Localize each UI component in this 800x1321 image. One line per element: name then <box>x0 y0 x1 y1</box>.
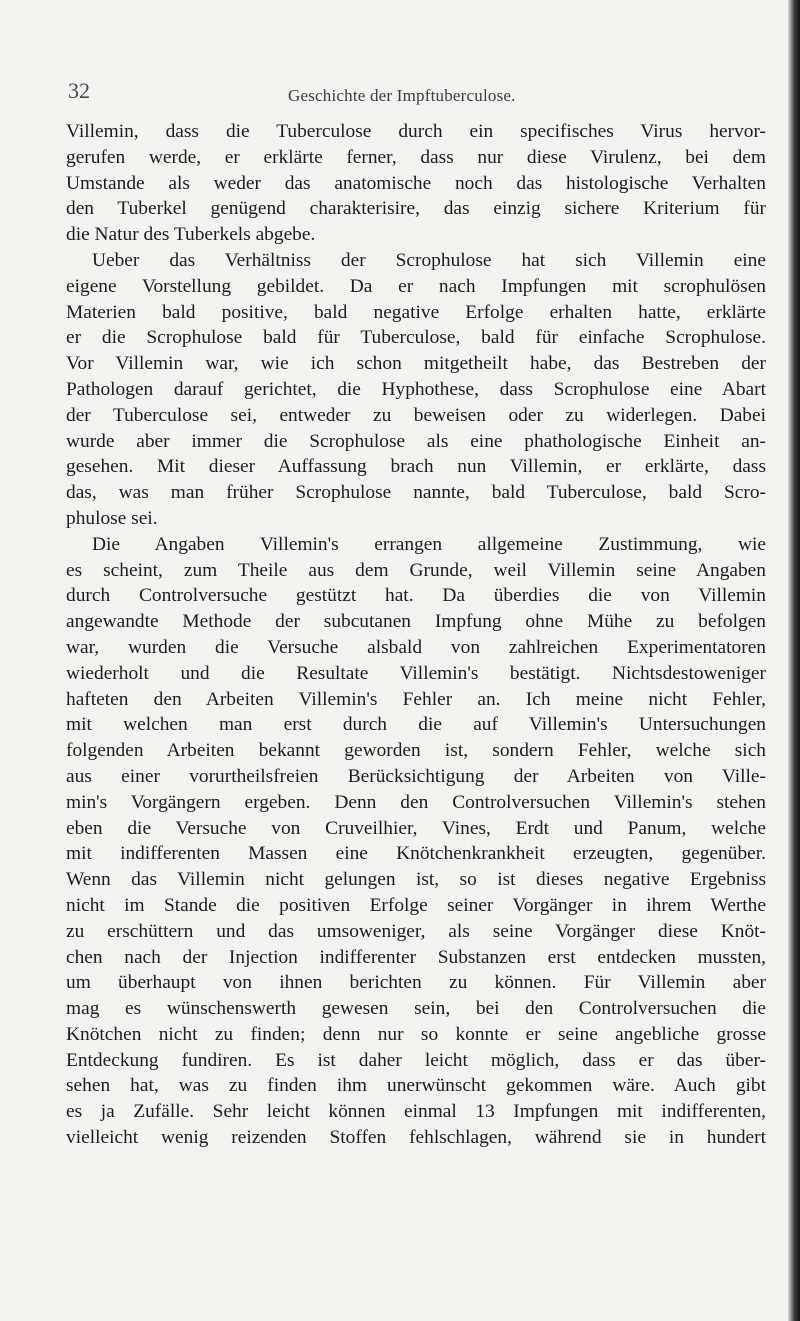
text-line: wiederholt und die Resultate Villemin's bestätigt. Nichtsdestoweniger <box>66 662 766 684</box>
body-text <box>66 119 766 1151</box>
text-line: Die Angaben Villemin's errangen allgemeine Zustimmung, wie <box>92 533 766 555</box>
text-line: um überhaupt von ihnen berichten zu können. Für Villemin aber <box>66 972 766 994</box>
text-line: den Tuberkel genügend charakterisire, das einzig sichere Kriterium für <box>66 198 766 220</box>
text-line: er die Scrophulose bald für Tuberculose, bald für einfache Scrophulose. <box>66 327 766 349</box>
text-line: es ja Zufälle. Sehr leicht können einmal 13 Impfungen mit indifferenten, <box>66 1101 766 1123</box>
text-line: Entdeckung fundiren. Es ist daher leicht möglich, dass er das über- <box>66 1049 766 1071</box>
text-line: min's Vorgängern ergeben. Denn den Controlversuchen Villemin's stehen <box>66 791 766 813</box>
text-line: phulose sei. <box>66 507 158 529</box>
text-line: Vor Villemin war, wie ich schon mitgetheilt habe, das Bestreben der <box>66 353 766 375</box>
text-line: Materien bald positive, bald negative Erfolge erhalten hatte, erklärte <box>66 301 766 323</box>
text-line: der Tuberculose sei, entweder zu beweisen oder zu widerlegen. Dabei <box>66 404 766 426</box>
running-title: Geschichte der Impftuberculose. <box>288 86 516 105</box>
text-line: das, was man früher Scrophulose nannte, bald Tuberculose, bald Scro- <box>66 482 766 504</box>
text-line: nicht im Stande die positiven Erfolge seiner Vorgänger in ihrem Werthe <box>66 894 766 916</box>
text-line: hafteten den Arbeiten Villemin's Fehler an. Ich meine nicht Fehler, <box>66 688 766 710</box>
text-line: angewandte Methode der subcutanen Impfung ohne Mühe zu befolgen <box>66 611 766 633</box>
text-line: Villemin, dass die Tuberculose durch ein specifisches Virus hervor- <box>66 121 766 142</box>
text-line: wurde aber immer die Scrophulose als eine phathologische Einheit an- <box>66 430 766 452</box>
page-edge-shadow <box>788 0 800 1321</box>
text-line: aus einer vorurtheilsfreien Berücksichtigung der Arbeiten von Ville- <box>66 765 766 787</box>
text-line: zu erschüttern und das umsoweniger, als seine Vorgänger diese Knöt- <box>66 920 766 942</box>
text-line: Knötchen nicht zu finden; denn nur so konnte er seine angebliche grosse <box>66 1023 766 1045</box>
text-line: mag es wünschenswerth gewesen sein, bei den Controlversuchen die <box>66 998 766 1020</box>
text-line: chen nach der Injection indifferenter Substanzen erst entdecken mussten, <box>66 946 766 968</box>
text-line: die Natur des Tuberkels abgebe. <box>66 224 316 246</box>
text-line: mit welchen man erst durch die auf Villemin's Untersuchungen <box>66 714 766 736</box>
text-line: Ueber das Verhältniss der Scrophulose hat sich Villemin eine <box>92 249 766 271</box>
text-line: Wenn das Villemin nicht gelungen ist, so ist dieses negative Ergebniss <box>66 869 766 891</box>
text-line: sehen hat, was zu finden ihm unerwünscht gekommen wäre. Auch gibt <box>66 1075 766 1097</box>
text-line: vielleicht wenig reizenden Stoffen fehlschlagen, während sie in hundert <box>66 1127 766 1149</box>
text-line: folgenden Arbeiten bekannt geworden ist, sondern Fehler, welche sich <box>66 740 766 762</box>
text-line: Umstande als weder das anatomische noch das histologische Verhalten <box>66 172 766 194</box>
text-line: eben die Versuche von Cruveilhier, Vines, Erdt und Panum, welche <box>66 817 766 839</box>
text-line: durch Controlversuche gestützt hat. Da überdies die von Villemin <box>66 585 766 607</box>
text-line: gerufen werde, er erklärte ferner, dass nur diese Virulenz, bei dem <box>66 146 766 168</box>
text-line: gesehen. Mit dieser Auffassung brach nun Villemin, er erklärte, dass <box>66 456 766 478</box>
text-line: eigene Vorstellung gebildet. Da er nach Impfungen mit scrophulösen <box>66 275 766 297</box>
page-number: 32 <box>68 78 90 103</box>
text-line: es scheint, zum Theile aus dem Grunde, weil Villemin seine Angaben <box>66 559 766 581</box>
text-line: mit indifferenten Massen eine Knötchenkrankheit erzeugten, gegenüber. <box>66 843 766 865</box>
text-line: war, wurden die Versuche alsbald von zahlreichen Experimentatoren <box>66 636 766 658</box>
text-line: Pathologen darauf gerichtet, die Hyphothese, dass Scrophulose eine Abart <box>66 378 766 400</box>
